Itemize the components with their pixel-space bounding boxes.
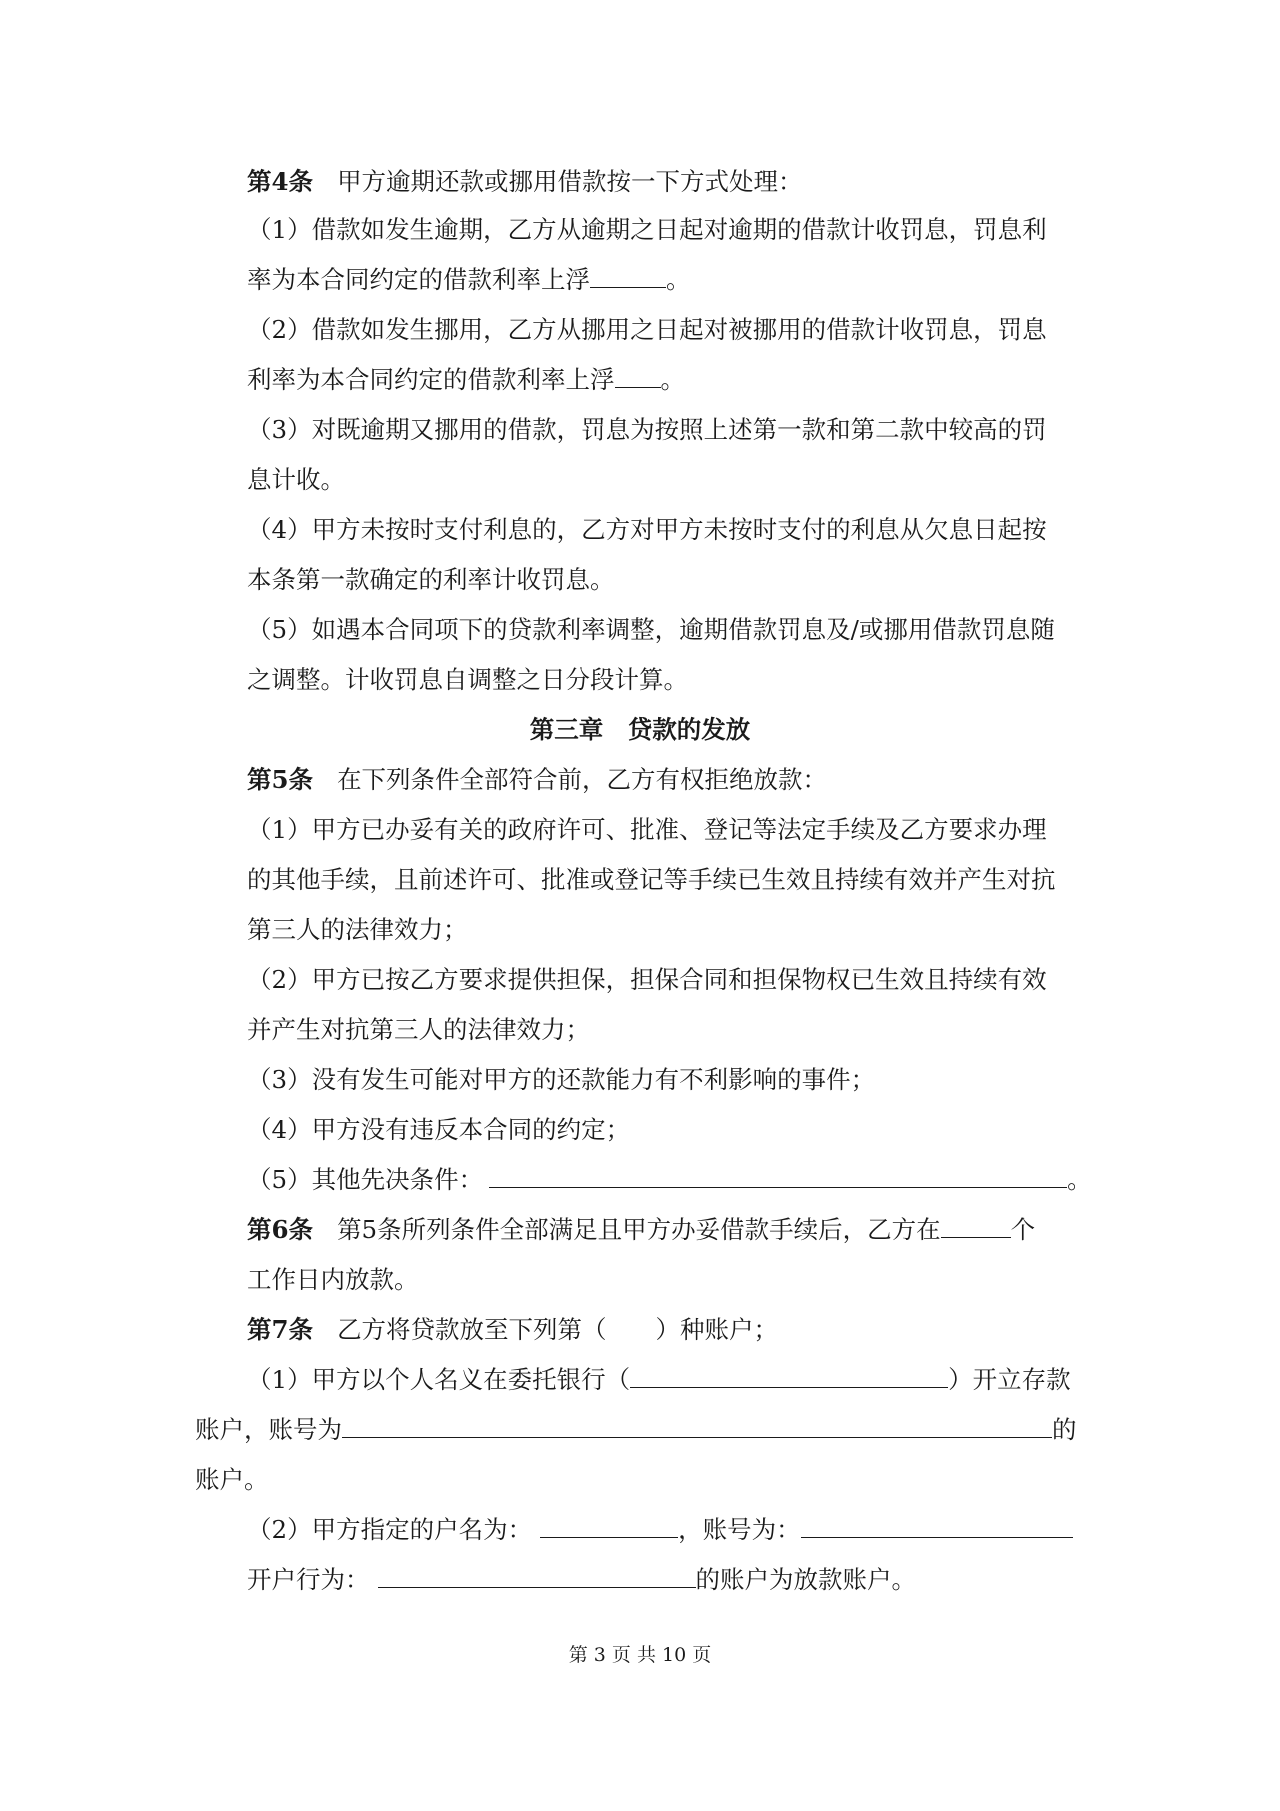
art4-p2b: 利率为本合同约定的借款利率上浮 — [247, 365, 615, 394]
art6-title: 第6条 — [247, 1215, 314, 1244]
art7-p1a-end: ）开立存款 — [948, 1365, 1071, 1394]
page-footer: 第 3 页 共 10 页 — [568, 1644, 712, 1666]
art7-p1b: 账户，账号为 — [195, 1415, 342, 1444]
art5-intro: 在下列条件全部符合前，乙方有权拒绝放款： — [337, 765, 828, 794]
art4-p4b: 本条第一款确定的利率计收罚息。 — [247, 565, 615, 594]
art7-p2a-mid: ，账号为： — [678, 1515, 801, 1544]
art6-text-b: 工作日内放款。 — [247, 1265, 419, 1294]
art5-p4: （4）甲方没有违反本合同的约定； — [247, 1115, 631, 1144]
art5-p2b: 并产生对抗第三人的法律效力； — [247, 1015, 590, 1044]
art4-p1b-line — [247, 263, 1087, 297]
art6-text-a-end: 个 — [1010, 1215, 1036, 1244]
art4-p5b: 之调整。计收罚息自调整之日分段计算。 — [247, 665, 688, 694]
art7-p2b-line — [247, 1563, 1087, 1597]
art5-p2a: （2）甲方已按乙方要求提供担保，担保合同和担保物权已生效且持续有效 — [247, 965, 1047, 994]
art4-p5a: （5）如遇本合同项下的贷款利率调整，逾期借款罚息及/或挪用借款罚息随 — [247, 615, 1055, 644]
days-blank[interactable] — [941, 1215, 1011, 1238]
art4-p2b-line — [247, 363, 1087, 397]
art5-p5-end: 。 — [1067, 1165, 1092, 1194]
opening-bank-blank[interactable] — [378, 1565, 696, 1588]
art4-p3a: （3）对既逾期又挪用的借款，罚息为按照上述第一款和第二款中较高的罚 — [247, 415, 1047, 444]
art4-heading — [247, 165, 1087, 199]
art5-p5: （5）其他先决条件： — [247, 1165, 484, 1194]
art5-heading — [247, 763, 1087, 797]
art7-p1a-line — [247, 1363, 1087, 1397]
art7-p2b-end: 的账户为放款账户。 — [695, 1565, 916, 1594]
art5-p1a: （1）甲方已办妥有关的政府许可、批准、登记等法定手续及乙方要求办理 — [247, 815, 1047, 844]
account-number-blank-1[interactable] — [342, 1415, 1052, 1438]
art7-p1c: 账户。 — [195, 1465, 269, 1494]
chapter-heading: 第三章 贷款的发放 — [529, 715, 751, 744]
art7-p1b-end: 的 — [1052, 1415, 1077, 1444]
art7-heading — [247, 1313, 1087, 1347]
art6-line-a — [247, 1213, 1087, 1247]
art5-p1c: 第三人的法律效力； — [247, 915, 468, 944]
art6-text-a: 第5条所列条件全部满足且甲方办妥借款手续后，乙方在 — [337, 1215, 941, 1244]
rate-blank-2[interactable] — [615, 365, 661, 388]
art5-p5-line — [247, 1163, 1092, 1197]
art7-p2a: （2）甲方指定的户名为： — [247, 1515, 533, 1544]
art5-p3: （3）没有发生可能对甲方的还款能力有不利影响的事件； — [247, 1065, 876, 1094]
condition-blank[interactable] — [489, 1165, 1067, 1188]
art4-p1a: （1）借款如发生逾期，乙方从逾期之日起对逾期的借款计收罚息，罚息利 — [247, 215, 1047, 244]
art7-p1a: （1）甲方以个人名义在委托银行（ — [247, 1365, 631, 1394]
art4-p1b: 率为本合同约定的借款利率上浮 — [247, 265, 590, 294]
account-number-blank-2[interactable] — [801, 1515, 1073, 1538]
art4-p1b-end: 。 — [666, 265, 691, 294]
art4-intro: 甲方逾期还款或挪用借款按一下方式处理： — [337, 167, 803, 196]
art7-title: 第7条 — [247, 1315, 314, 1344]
art4-title: 第4条 — [247, 167, 314, 196]
art4-p2a: （2）借款如发生挪用，乙方从挪用之日起对被挪用的借款计收罚息，罚息 — [247, 315, 1047, 344]
account-name-blank[interactable] — [540, 1515, 678, 1538]
art7-intro: 乙方将贷款放至下列第（ ）种账户； — [337, 1315, 779, 1344]
bank-name-blank[interactable] — [630, 1365, 948, 1388]
art4-p2b-end: 。 — [660, 365, 685, 394]
art5-title: 第5条 — [247, 765, 314, 794]
art7-p1b-line — [195, 1413, 1077, 1447]
art7-p2b: 开户行为： — [247, 1565, 370, 1594]
art4-p4a: （4）甲方未按时支付利息的，乙方对甲方未按时支付的利息从欠息日起按 — [247, 515, 1047, 544]
art7-p2a-line — [247, 1513, 1087, 1547]
rate-blank-1[interactable] — [590, 265, 666, 288]
art4-p3b: 息计收。 — [247, 465, 345, 494]
art5-p1b: 的其他手续，且前述许可、批准或登记等手续已生效且持续有效并产生对抗 — [247, 865, 1056, 894]
